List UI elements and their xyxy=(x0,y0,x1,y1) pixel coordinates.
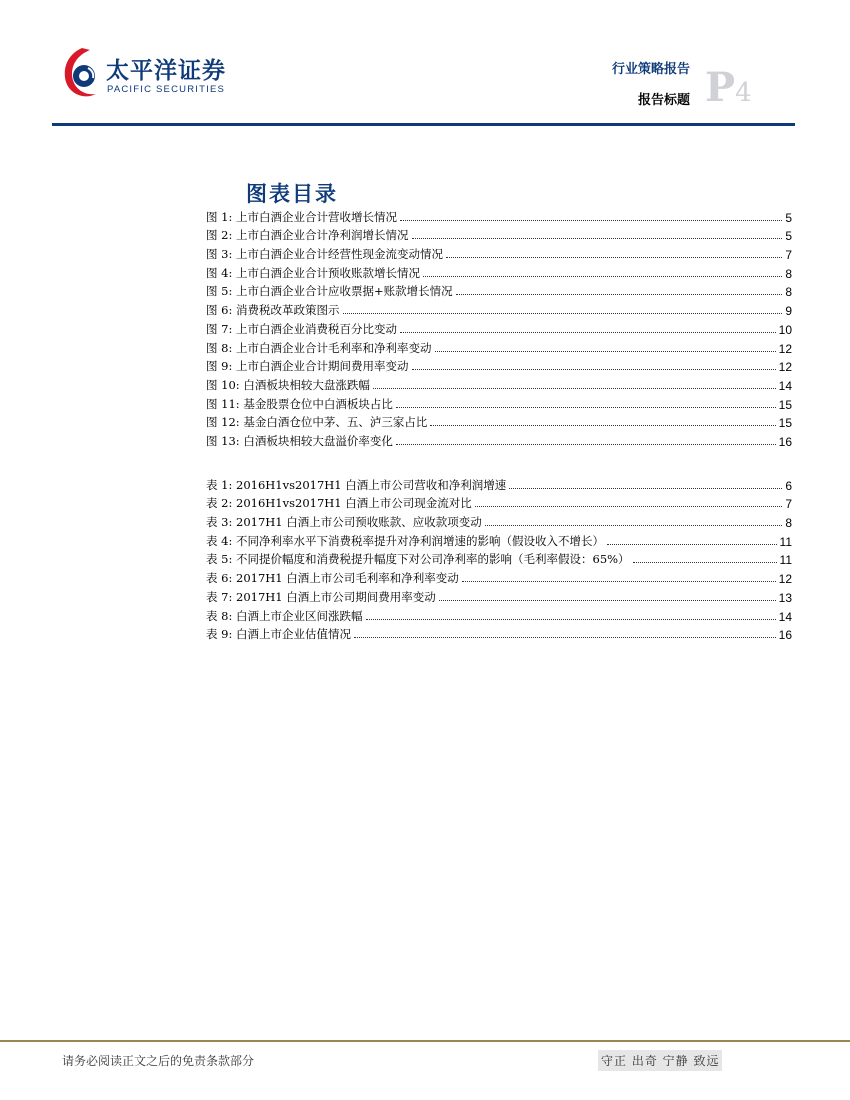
table-entry-label: 表 3: 2017H1 白酒上市公司预收账款、应收款项变动 xyxy=(206,515,482,530)
figure-list xyxy=(206,206,792,449)
table-entry-label: 表 9: 白酒上市企业估值情况 xyxy=(206,627,352,642)
dot-leader xyxy=(396,443,776,445)
dot-leader xyxy=(633,561,777,563)
dot-leader xyxy=(412,368,776,370)
dot-leader xyxy=(400,219,782,221)
dot-leader xyxy=(412,237,783,239)
report-type: 行业策略报告 xyxy=(611,62,690,77)
figure-entry[interactable] xyxy=(206,430,792,449)
table-entry-label: 表 5: 不同提价幅度和消费税提升幅度下对公司净利率的影响（毛利率假设：65%） xyxy=(206,552,630,567)
figure-entry-label: 图 13: 白酒板块相较大盘溢价率变化 xyxy=(206,433,393,448)
figure-entry[interactable] xyxy=(206,356,792,375)
figure-entry-label: 图 3: 上市白酒企业合计经营性现金流变动情况 xyxy=(206,247,443,262)
pacific-securities-logo-icon xyxy=(60,44,104,102)
dot-leader xyxy=(430,424,775,426)
figure-entry-label: 图 9: 上市白酒企业合计期间费用率变动 xyxy=(206,359,409,374)
figure-entry[interactable] xyxy=(206,412,792,431)
figure-entry[interactable] xyxy=(206,299,792,318)
dot-leader xyxy=(354,636,776,638)
figure-entry-page: 15 xyxy=(778,416,792,431)
figure-entry-label: 图 4: 上市白酒企业合计预收账款增长情况 xyxy=(206,265,421,280)
footer-motto: 守正 出奇 宁静 致远 xyxy=(598,1050,722,1071)
figure-entry-page: 10 xyxy=(778,322,792,337)
dot-leader xyxy=(435,350,776,352)
table-entry-page: 7 xyxy=(785,497,792,512)
figure-entry-page: 12 xyxy=(778,341,792,356)
dot-leader xyxy=(366,618,776,620)
figure-entry[interactable] xyxy=(206,337,792,356)
table-entry[interactable] xyxy=(206,549,792,568)
table-entry-page: 16 xyxy=(778,628,792,643)
logo-chinese-name: 太平洋证券 xyxy=(106,58,226,84)
figure-entry-label: 图 2: 上市白酒企业合计净利润增长情况 xyxy=(206,228,409,243)
page-letter: P xyxy=(705,64,736,111)
figure-entry-page: 9 xyxy=(785,304,792,319)
table-entry[interactable] xyxy=(206,624,792,643)
dot-leader xyxy=(400,331,776,333)
table-entry-page: 8 xyxy=(785,516,792,531)
dot-leader xyxy=(509,487,782,489)
figure-entry-label: 图 7: 上市白酒企业消费税百分比变动 xyxy=(206,321,398,336)
table-entry-page: 11 xyxy=(779,553,792,568)
table-entry-label: 表 7: 2017H1 白酒上市公司期间费用率变动 xyxy=(206,589,436,604)
dot-leader xyxy=(439,599,776,601)
page-number: 4 xyxy=(735,78,752,108)
table-entry-page: 13 xyxy=(778,590,792,605)
table-entry-page: 6 xyxy=(785,478,792,493)
figure-entry[interactable] xyxy=(206,281,792,300)
figure-entry-page: 7 xyxy=(785,248,792,263)
figure-entry[interactable] xyxy=(206,262,792,281)
table-entry[interactable] xyxy=(206,474,792,493)
page-indicator xyxy=(705,64,752,111)
table-entry-label: 表 8: 白酒上市企业区间涨跌幅 xyxy=(206,608,363,623)
table-entry-label: 表 4: 不同净利率水平下消费税率提升对净利润增速的影响（假设收入不增长） xyxy=(206,533,604,548)
figure-entry-page: 15 xyxy=(778,397,792,412)
figure-entry-page: 8 xyxy=(785,285,792,300)
table-entry[interactable] xyxy=(206,567,792,586)
dot-leader xyxy=(485,524,783,526)
table-entry[interactable] xyxy=(206,493,792,512)
figure-entry[interactable] xyxy=(206,225,792,244)
dot-leader xyxy=(475,505,783,507)
company-logo xyxy=(60,44,270,104)
figure-entry[interactable] xyxy=(206,393,792,412)
figure-entry[interactable] xyxy=(206,206,792,225)
table-entry-page: 14 xyxy=(778,609,792,624)
report-title: 报告标题 xyxy=(637,93,690,108)
toc-title: 图表目录 xyxy=(246,181,338,206)
table-entry[interactable] xyxy=(206,511,792,530)
figure-entry-page: 16 xyxy=(778,434,792,449)
dot-leader xyxy=(396,406,776,408)
table-entry[interactable] xyxy=(206,530,792,549)
table-entry-label: 表 2: 2016H1vs2017H1 白酒上市公司现金流对比 xyxy=(206,496,472,511)
table-entry[interactable] xyxy=(206,586,792,605)
table-entry-label: 表 6: 2017H1 白酒上市公司毛利率和净利率变动 xyxy=(206,571,459,586)
footer-disclaimer: 请务必阅读正文之后的免责条款部分 xyxy=(62,1054,255,1068)
figure-entry-page: 8 xyxy=(785,266,792,281)
dot-leader xyxy=(456,293,783,295)
dot-leader xyxy=(446,256,782,258)
footer-divider xyxy=(0,1040,850,1042)
header-divider xyxy=(52,123,795,126)
table-entry-page: 11 xyxy=(779,534,792,549)
dot-leader xyxy=(343,312,783,314)
figure-entry-label: 图 12: 基金白酒仓位中茅、五、泸三家占比 xyxy=(206,415,428,430)
figure-entry[interactable] xyxy=(206,243,792,262)
figure-entry-label: 图 1: 上市白酒企业合计营收增长情况 xyxy=(206,209,398,224)
table-list xyxy=(206,474,792,642)
figure-entry-label: 图 11: 基金股票仓位中白酒板块占比 xyxy=(206,396,393,411)
figure-entry-label: 图 10: 白酒板块相较大盘涨跌幅 xyxy=(206,377,370,392)
table-entry[interactable] xyxy=(206,605,792,624)
figure-entry[interactable] xyxy=(206,318,792,337)
dot-leader xyxy=(607,543,777,545)
figure-entry-page: 14 xyxy=(778,378,792,393)
table-entry-page: 12 xyxy=(778,572,792,587)
dot-leader xyxy=(462,580,776,582)
logo-english-name: PACIFIC SECURITIES xyxy=(107,84,226,95)
figure-entry-page: 5 xyxy=(785,229,792,244)
dot-leader xyxy=(423,275,782,277)
dot-leader xyxy=(373,387,776,389)
figure-entry[interactable] xyxy=(206,374,792,393)
figure-entry-label: 图 6: 消费税改革政策图示 xyxy=(206,303,340,318)
table-entry-label: 表 1: 2016H1vs2017H1 白酒上市公司营收和净利润增速 xyxy=(206,477,507,492)
figure-entry-page: 5 xyxy=(785,210,792,225)
figure-entry-label: 图 5: 上市白酒企业合计应收票据+账款增长情况 xyxy=(206,284,453,299)
figure-entry-label: 图 8: 上市白酒企业合计毛利率和净利率变动 xyxy=(206,340,432,355)
figure-entry-page: 12 xyxy=(778,360,792,375)
